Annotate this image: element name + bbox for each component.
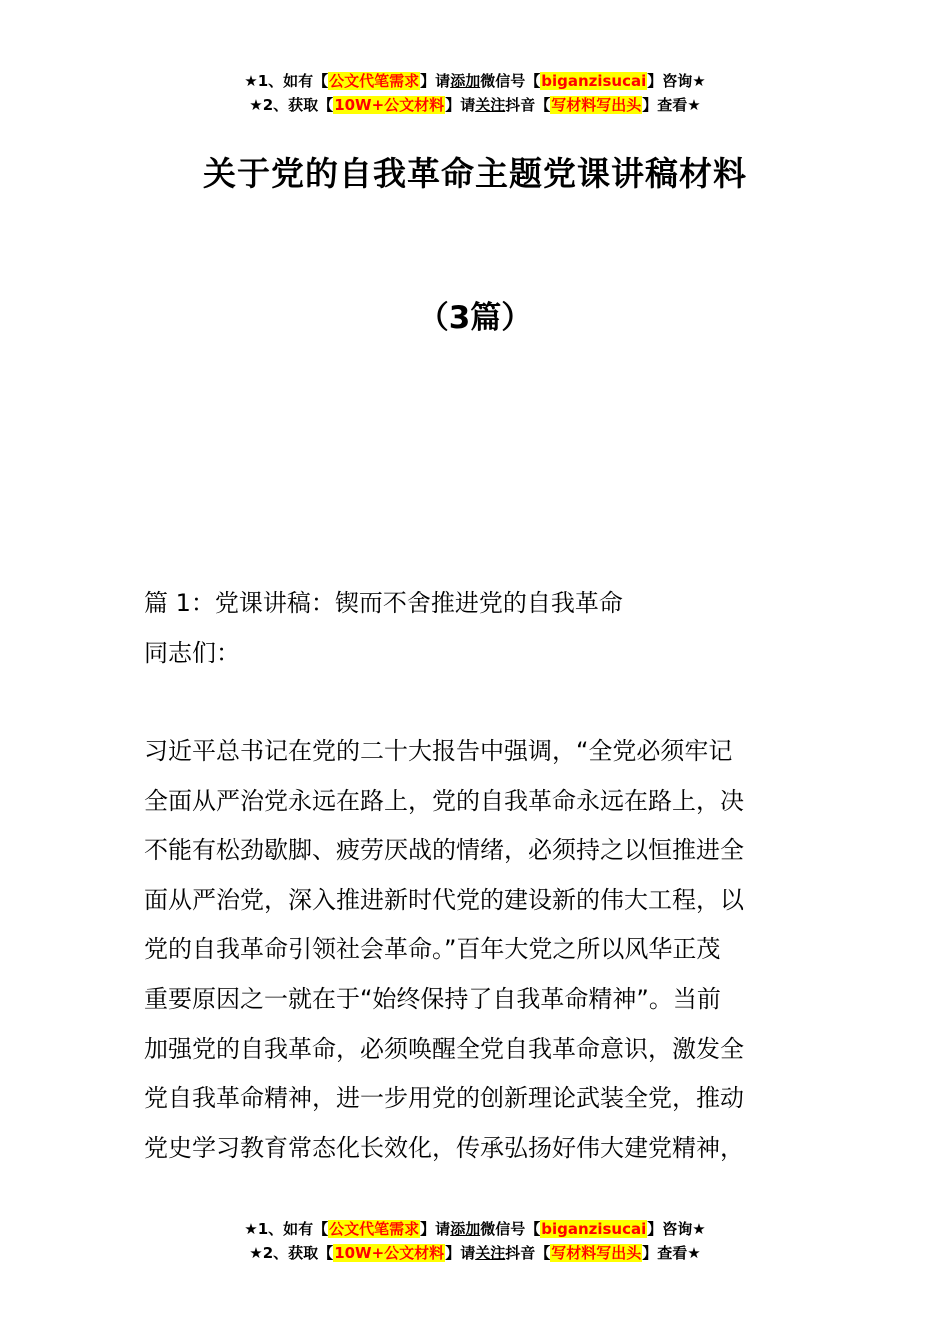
document-title: 关于党的自我革命主题党课讲稿材料 xyxy=(203,154,747,193)
banner-text: ★1、如有【 xyxy=(244,1220,329,1238)
banner-text: 微信号【 xyxy=(480,72,541,90)
banner-text: ★2、获取【 xyxy=(249,1244,334,1262)
greeting: 同志们： xyxy=(144,639,240,667)
paragraph-line: 习近平总书记在党的二十大报告中强调，“全党必须牢记 xyxy=(144,737,733,765)
body-paragraph xyxy=(144,727,810,1173)
banner-text: 抖音【 xyxy=(505,96,551,114)
paragraph-line: 不能有松劲歇脚、疲劳厌战的情绪，必须持之以恒推进全 xyxy=(144,836,744,865)
banner-highlight: 写材料写出头 xyxy=(551,1244,642,1262)
banner-text: ★2、获取【 xyxy=(249,96,334,114)
paragraph-line: 党的自我革命引领社会革命。”百年大党之所以风华正茂 xyxy=(144,935,721,964)
header-banner-line-2 xyxy=(0,93,950,117)
section-heading: 篇 1：党课讲稿：锲而不舍推进党的自我革命 xyxy=(144,589,623,617)
banner-highlight: 公文代笔需求 xyxy=(329,1220,420,1238)
banner-text: 抖音【 xyxy=(505,1244,551,1262)
footer-banner xyxy=(0,1217,950,1265)
footer-banner-line-1 xyxy=(0,1217,950,1241)
banner-text: 】请 xyxy=(445,96,476,114)
banner-underline: 关注 xyxy=(475,1244,506,1262)
document-subtitle: （3篇） xyxy=(417,300,533,336)
paragraph-line: 面从严治党，深入推进新时代党的建设新的伟大工程，以 xyxy=(144,885,744,914)
banner-text: ★1、如有【 xyxy=(244,72,329,90)
banner-text: 微信号【 xyxy=(480,1220,541,1238)
banner-highlight: 10W+公文材料 xyxy=(334,96,445,114)
banner-text: 】请 xyxy=(420,72,451,90)
banner-underline: 关注 xyxy=(475,96,506,114)
banner-text: 】查看★ xyxy=(642,96,701,114)
banner-text: 】请 xyxy=(445,1244,476,1262)
paragraph-line: 党史学习教育常态化长效化，传承弘扬好伟大建党精神， xyxy=(144,1133,744,1162)
paragraph-line: 重要原因之一就在于“始终保持了自我革命精神”。当前 xyxy=(144,984,721,1013)
banner-underline: 添加 xyxy=(450,72,481,90)
paragraph-line: 全面从严治党永远在路上，党的自我革命永远在路上，决 xyxy=(144,786,744,815)
banner-highlight: 写材料写出头 xyxy=(551,96,642,114)
paragraph-line: 党自我革命精神，进一步用党的创新理论武装全党，推动 xyxy=(144,1084,744,1113)
banner-highlight: biganzisucai xyxy=(541,1220,647,1238)
banner-text: 】请 xyxy=(420,1220,451,1238)
paragraph-line: 加强党的自我革命，必须唤醒全党自我革命意识，激发全 xyxy=(144,1034,744,1063)
footer-banner-line-2 xyxy=(0,1241,950,1265)
banner-highlight: 10W+公文材料 xyxy=(334,1244,445,1262)
banner-text: 】查看★ xyxy=(642,1244,701,1262)
banner-highlight: 公文代笔需求 xyxy=(329,72,420,90)
banner-highlight: biganzisucai xyxy=(541,72,647,90)
banner-text: 】咨询★ xyxy=(647,72,706,90)
header-banner-line-1 xyxy=(0,69,950,93)
banner-text: 】咨询★ xyxy=(647,1220,706,1238)
banner-underline: 添加 xyxy=(450,1220,481,1238)
header-banner xyxy=(0,69,950,117)
